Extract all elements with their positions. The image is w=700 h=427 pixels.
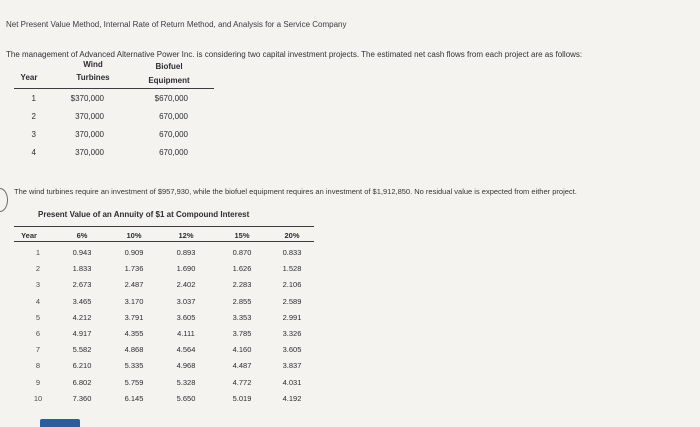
pv-table-caption: Present Value of an Annuity of $1 at Compound Interest	[38, 210, 250, 219]
pv-year-cell: 4	[35, 296, 41, 306]
header-bio-line1: Biofuel	[155, 62, 183, 71]
header-wind-line1: Wind	[83, 60, 103, 69]
pv-year-cell: 10	[33, 393, 43, 403]
side-bracket-icon	[0, 188, 8, 212]
cf-wind-cell: 370,000	[75, 148, 104, 157]
pv-value-cell: 2.991	[282, 312, 302, 322]
pv-value-cell: 2.283	[232, 280, 252, 290]
pv-year-cell: 9	[35, 377, 41, 387]
cf-year-cell: 3	[31, 130, 36, 139]
cf-bio-cell: $670,000	[154, 94, 188, 103]
pv-value-cell: 0.909	[124, 248, 144, 257]
pv-value-cell: 4.355	[124, 329, 144, 338]
pv-value-cell: 2.855	[232, 296, 252, 306]
pv-value-cell: 4.111	[177, 329, 195, 338]
pv-value-cell: 7.360	[72, 393, 92, 403]
pv-value-cell: 6.802	[72, 377, 92, 387]
pv-year-cell: 2	[35, 264, 41, 274]
pv-value-cell: 1.690	[176, 264, 196, 274]
cf-wind-cell: 370,000	[75, 112, 104, 121]
pv-value-cell: 3.605	[282, 345, 302, 355]
pv-value-cell: 5.759	[124, 377, 144, 387]
header-year: Year	[20, 73, 38, 82]
pv-header-4: 15%	[234, 231, 250, 240]
pv-value-cell: 4.160	[232, 345, 252, 355]
pv-value-cell: 3.785	[232, 329, 252, 338]
pv-value-cell: 2.106	[282, 280, 302, 290]
pv-value-cell: 4.564	[176, 345, 196, 355]
pv-value-cell: 3.170	[124, 296, 144, 306]
pv-caption-rule	[14, 226, 314, 227]
pv-header-rule	[14, 241, 314, 242]
pv-header-3: 12%	[178, 231, 194, 240]
pv-value-cell: 1.736	[124, 264, 144, 274]
cf-wind-cell: 370,000	[75, 130, 104, 139]
pv-value-cell: 2.402	[176, 280, 196, 290]
pv-value-cell: 6.210	[72, 361, 92, 371]
pv-year-cell: 8	[35, 361, 41, 371]
pv-value-cell: 3.037	[176, 296, 196, 306]
pv-value-cell: 1.626	[232, 264, 252, 274]
header-bio-line2: Equipment	[148, 76, 190, 85]
cf-year-cell: 1	[31, 94, 36, 103]
pv-value-cell: 4.917	[72, 329, 92, 338]
intro-text: The management of Advanced Alternative Power Inc. is considering two capital investment projects. The estimated net cash flows from each project are as follows:	[6, 50, 583, 59]
cf-year-cell: 4	[31, 148, 36, 157]
pv-value-cell: 4.212	[72, 312, 92, 322]
pv-value-cell: 3.465	[72, 296, 92, 306]
cf-wind-cell: $370,000	[70, 94, 104, 103]
pv-year-cell: 6	[35, 329, 41, 338]
investment-paragraph: The wind turbines require an investment of $957,930, while the biofuel equipment requires an investment of $1,912,850. No residual value is expected from either project.	[14, 187, 577, 196]
pv-value-cell: 2.673	[72, 280, 92, 290]
pv-year-cell: 3	[35, 280, 41, 290]
pv-header-2: 10%	[126, 231, 142, 240]
pv-value-cell: 0.870	[232, 248, 252, 257]
pv-header-5: 20%	[284, 231, 300, 240]
pv-value-cell: 0.943	[72, 248, 92, 257]
pv-value-cell: 1.528	[282, 264, 302, 274]
pv-value-cell: 5.019	[232, 393, 252, 403]
pv-value-cell: 2.487	[124, 280, 144, 290]
pv-year-cell: 1	[35, 248, 41, 257]
pv-year-cell: 5	[35, 312, 41, 322]
pv-value-cell: 3.353	[232, 312, 252, 322]
cf-bio-cell: 670,000	[159, 112, 188, 121]
cf-year-cell: 2	[31, 112, 36, 121]
pv-value-cell: 4.868	[124, 345, 144, 355]
header-rule	[14, 88, 214, 89]
check-my-work-button[interactable]	[40, 419, 80, 427]
pv-value-cell: 3.837	[282, 361, 302, 371]
pv-value-cell: 5.328	[176, 377, 196, 387]
page-title: Net Present Value Method, Internal Rate of Return Method, and Analysis for a Service Company	[6, 20, 347, 29]
header-wind-line2: Turbines	[76, 73, 110, 82]
pv-value-cell: 3.605	[176, 312, 196, 322]
pv-value-cell: 0.833	[282, 248, 302, 257]
pv-header-1: 6%	[76, 231, 88, 240]
pv-header-0: Year	[21, 231, 37, 240]
pv-value-cell: 3.791	[124, 312, 144, 322]
cf-bio-cell: 670,000	[159, 148, 188, 157]
pv-value-cell: 4.192	[282, 393, 302, 403]
pv-value-cell: 1.833	[72, 264, 92, 274]
pv-value-cell: 5.650	[176, 393, 196, 403]
pv-year-cell: 7	[35, 345, 41, 355]
cf-bio-cell: 670,000	[159, 130, 188, 139]
pv-value-cell: 6.145	[124, 393, 144, 403]
pv-value-cell: 5.582	[72, 345, 92, 355]
pv-value-cell: 5.335	[124, 361, 144, 371]
pv-value-cell: 3.326	[282, 329, 302, 338]
pv-value-cell: 4.772	[232, 377, 252, 387]
pv-value-cell: 2.589	[282, 296, 302, 306]
pv-value-cell: 4.968	[176, 361, 196, 371]
pv-value-cell: 4.031	[282, 377, 302, 387]
pv-value-cell: 4.487	[232, 361, 252, 371]
pv-value-cell: 0.893	[176, 248, 196, 257]
